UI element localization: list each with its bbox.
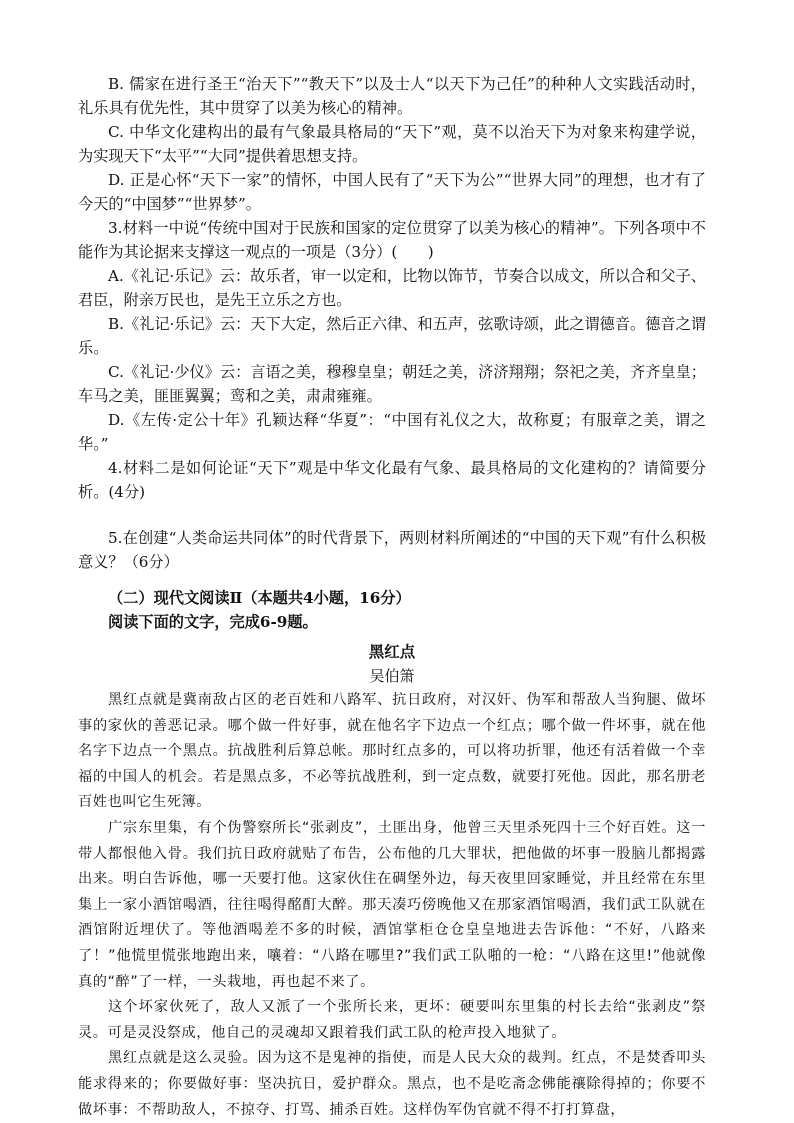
story-title: 黑红点: [368, 642, 416, 661]
q2-option-b: B. 儒家在进行圣王“治天下”“教天下”以及士人“以天下为己任”的种种人文实践活动时，礼乐具有优先性，其中贯穿了以美为核心的精神。: [78, 75, 706, 117]
story-paragraph: 广宗东里集，有个伪警察所长“张剥皮”，土匪出身，他曾三天里杀死四十三个好百姓。这一带人都恨他入骨。我们抗日政府就贴了布告，公布他的几大罪状，把他做的坏事一股脑儿都揭露出来。明白告诉他，哪一天要打他。这家伙住在碉堡外边，每天夜里回家睡觉，并且经常在东里集上一家小酒馆喝酒，往往喝得酩酊大醉。那天凑巧傍晚他又在那家酒馆喝酒，我们武工队就在酒馆附近埋伏了。等他酒喝差不多的时候，酒馆掌柜仓仓皇皇地进去告诉他：“不好，八路来了！”他慌里慌张地跑出来，嚷着：“八路在哪里?”我们武工队啪的一枪：“八路在这里!”他就像真的“醉”了一样，一头栽地，再也起不来了。: [78, 819, 706, 990]
q3-option-a: A.《礼记·乐记》云：故乐者，审一以定和，比物以饰节，节奏合以成文，所以合和父子、君臣，附亲万民也，是先王立乐之方也。: [78, 267, 706, 309]
story-author: 吴伯箫: [369, 667, 415, 685]
story-paragraph: 黑红点就是冀南敌占区的老百姓和八路军、抗日政府，对汉奸、伪军和帮敌人当狗腿、做坏事的家伙的善恶记录。哪个做一件好事，就在他名字下边点一个红点；哪个做一件坏事，就在他名字下边点一个黑点。抗战胜利后算总帐。那时红点多的，可以将功折罪，他还有活着做一个幸福的中国人的机会。若是黑点多，不必等抗战胜利，到一定点数，就要打死他。因此，那名册老百姓也叫它生死簿。: [78, 692, 706, 811]
q3-option-c: C.《礼记·少仪》云：言语之美，穆穆皇皇；朝廷之美，济济翔翔；祭祀之美，齐齐皇皇；车马之美，匪匪翼翼；鸾和之美，肃肃雍雍。: [78, 363, 706, 405]
story-body: [78, 688, 706, 1123]
q3-stem: 3.材料一中说“传统中国对于民族和国家的定位贯穿了以美为核心的精神”。下列各项中不能作为其论据来支撑这一观点的一项是（3分）( ): [78, 219, 706, 261]
story-paragraph: 黑红点就是这么灵验。因为这不是鬼神的指使，而是人民大众的裁判。红点，不是焚香叩头能求得来的；你要做好事：坚决抗日，爱护群众。黑点，也不是吃斋念佛能禳除得掉的；你要不做坏事：不帮助敌人，不掠夺、打骂、捕杀百姓。这样伪军伪官就不得不打打算盘，: [78, 1050, 706, 1118]
q3-option-d: D.《左传·定公十年》孔颖达释“华夏”：“中国有礼仪之大，故称夏；有服章之美，谓之华。”: [78, 411, 706, 453]
q2-option-c: C. 中华文化建构出的最有气象最具格局的“天下”观，莫不以治天下为对象来构建学说，为实现天下“太平”“大同”提供着思想支持。: [78, 123, 706, 165]
q5-stem: 5.在创建“人类命运共同体”的时代背景下，两则材料所阐述的“中国的天下观”有什么积极意义？（6分）: [78, 529, 706, 571]
section-instruction: 阅读下面的文字，完成6-9题。: [108, 613, 318, 631]
q2-option-d: D. 正是心怀“天下一家”的情怀，中国人民有了“天下为公”“世界大同”的理想，也才有了今天的“中国梦”“世界梦”。: [78, 171, 706, 213]
q3-option-b: B.《礼记·乐记》云：天下大定，然后正六律、和五声，弦歌诗颂，此之谓德音。德音之谓乐。: [78, 315, 706, 357]
answer-space: [78, 504, 706, 526]
section-heading: （二）现代文阅读Ⅱ（本题共4小题，16分）: [108, 589, 411, 607]
story-paragraph: 这个坏家伙死了，敌人又派了一个张所长来，更坏：硬要叫东里集的村长去给“张剥皮”祭灵。可是灵没祭成，他自己的灵魂却又跟着我们武工队的枪声投入地狱了。: [78, 999, 706, 1041]
q4-stem: 4.材料二是如何论证“天下”观是中华文化最有气象、最具格局的文化建构的？请简要分析。(4分): [78, 459, 706, 501]
